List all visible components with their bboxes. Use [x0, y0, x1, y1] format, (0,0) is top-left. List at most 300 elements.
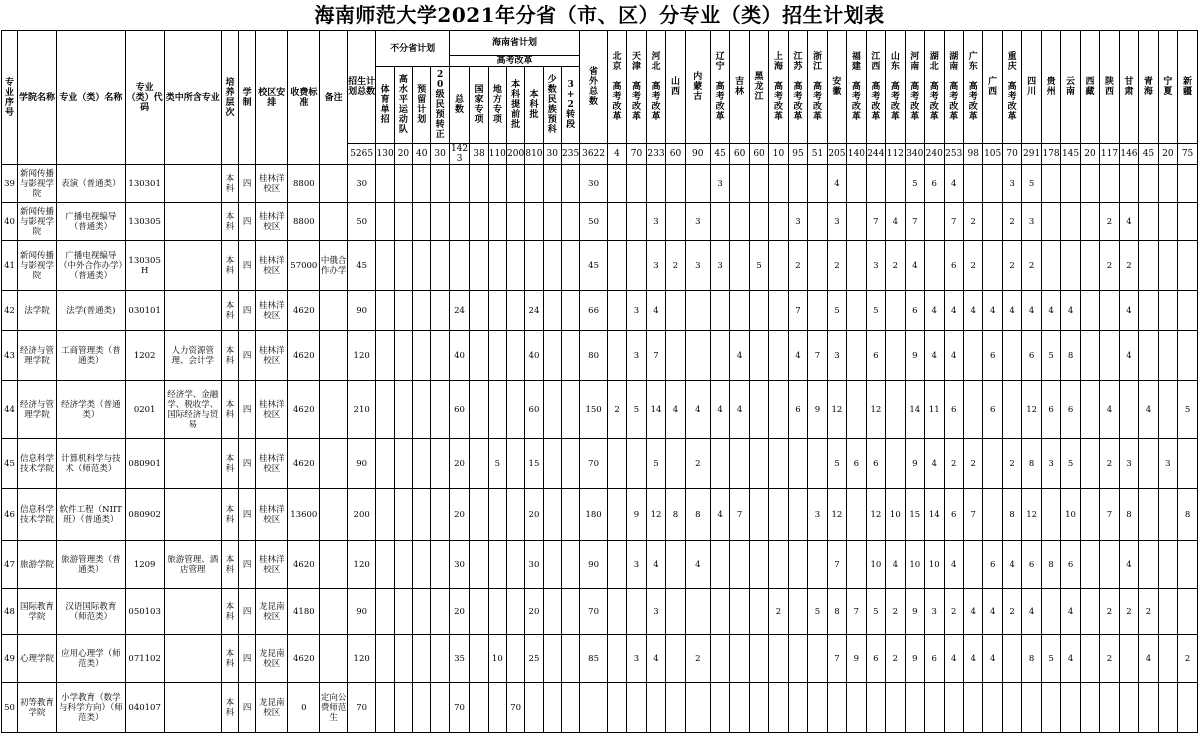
province-header — [808, 31, 827, 144]
cell-hainan — [543, 165, 561, 203]
cell-province: 5 — [1022, 165, 1041, 203]
cell-province: 5 — [1178, 381, 1198, 439]
cell-province — [710, 439, 729, 489]
cell-province: 10 — [866, 541, 885, 589]
province-name: 福建 — [851, 52, 861, 72]
cell-hainan — [561, 541, 579, 589]
cell-province: 2 — [1100, 241, 1119, 291]
cell-hainan: 24 — [525, 291, 543, 331]
cell-province: 4 — [730, 331, 749, 381]
cell-province: 4 — [685, 381, 710, 439]
cell-hainan — [470, 683, 488, 733]
cell-province — [1002, 635, 1021, 683]
cell-province: 12 — [827, 489, 846, 541]
cell-major: 小学教育（数学与科学方向）（师范类） — [56, 683, 125, 733]
cell-province — [1178, 291, 1198, 331]
col-sports-single-header-label: 体育单招 — [380, 85, 390, 125]
cell-province: 2 — [886, 635, 905, 683]
cell-province: 6 — [847, 439, 866, 489]
col-three-plus-two-header-label: 3+2转段 — [566, 80, 576, 130]
cell-non-province — [376, 589, 394, 635]
cell-hainan — [488, 241, 506, 291]
cell-code: 040107 — [125, 683, 164, 733]
cell-hainan — [561, 635, 579, 683]
cell-non-province — [431, 683, 449, 733]
cell-sub — [164, 241, 221, 291]
cell-province — [666, 589, 685, 635]
cell-province — [730, 165, 749, 203]
cell-province — [685, 683, 710, 733]
cell-province — [1061, 203, 1080, 241]
cell-hainan — [543, 589, 561, 635]
cell-province: 2 — [1100, 635, 1119, 683]
cell-sub: 人力资源管理、会计学 — [164, 331, 221, 381]
reform-tag: 高考改革 — [793, 82, 803, 122]
cell-province: 5 — [808, 589, 827, 635]
cell-dur: 四 — [239, 291, 256, 331]
cell-hainan — [543, 439, 561, 489]
cell-province — [808, 683, 827, 733]
cell-province: 2 — [1119, 589, 1138, 635]
province-name: 青海 — [1143, 77, 1153, 97]
cell-province: 2 — [607, 381, 626, 439]
cell-province — [1080, 203, 1099, 241]
cell-province: 3 — [827, 203, 846, 241]
cell-note — [320, 381, 347, 439]
cell-province: 3 — [1119, 439, 1138, 489]
cell-province: 2 — [685, 439, 710, 489]
cell-hainan: 20 — [449, 439, 470, 489]
cell-non-province — [394, 203, 412, 241]
province-name: 山东 — [890, 52, 900, 72]
cell-note — [320, 439, 347, 489]
cell-province: 7 — [808, 331, 827, 381]
cell-province: 4 — [1119, 203, 1138, 241]
col-seq-header — [2, 31, 18, 165]
cell-province — [983, 439, 1002, 489]
total-cell: 810 — [525, 144, 543, 165]
cell-province: 3 — [646, 241, 665, 291]
cell-hainan — [506, 291, 524, 331]
cell-non-province — [413, 635, 431, 683]
cell-hainan: 20 — [449, 489, 470, 541]
cell-province — [627, 589, 646, 635]
cell-province: 3 — [646, 589, 665, 635]
cell-major: 广播电视编导（中外合作办学）（普通类） — [56, 241, 125, 291]
col-level-header — [221, 31, 238, 165]
cell-college: 新闻传播与影视学院 — [18, 165, 57, 203]
cell-dur: 四 — [239, 489, 256, 541]
cell-province — [886, 331, 905, 381]
cell-province: 6 — [983, 541, 1002, 589]
cell-province: 4 — [944, 165, 963, 203]
total-cell: 178 — [1041, 144, 1060, 165]
cell-province — [847, 241, 866, 291]
cell-province — [1178, 541, 1198, 589]
cell-province: 8 — [1041, 541, 1060, 589]
cell-campus: 龙昆南校区 — [256, 635, 288, 683]
cell-campus: 桂林洋校区 — [256, 331, 288, 381]
province-header — [944, 31, 963, 144]
cell-level: 本科 — [221, 439, 238, 489]
province-header — [646, 31, 665, 144]
cell-note — [320, 635, 347, 683]
cell-province: 2 — [886, 589, 905, 635]
province-header — [847, 31, 866, 144]
province-header — [730, 31, 749, 144]
cell-hainan: 20 — [525, 489, 543, 541]
cell-non-province — [431, 541, 449, 589]
table-row — [2, 331, 1198, 381]
cell-non-province — [413, 165, 431, 203]
cell-province: 7 — [827, 541, 846, 589]
province-header — [749, 31, 768, 144]
cell-province: 2 — [963, 203, 982, 241]
cell-province — [769, 381, 788, 439]
table-row — [2, 439, 1198, 489]
cell-province — [963, 165, 982, 203]
cell-province — [963, 541, 982, 589]
cell-province — [749, 541, 768, 589]
reform-tag: 高考改革 — [890, 82, 900, 122]
cell-hainan — [561, 241, 579, 291]
cell-province — [1139, 489, 1158, 541]
cell-province: 5 — [1061, 439, 1080, 489]
cell-fee: 57000 — [288, 241, 320, 291]
cell-province — [788, 635, 807, 683]
cell-major: 广播电视编导（普通类） — [56, 203, 125, 241]
cell-province — [769, 635, 788, 683]
cell-province — [710, 683, 729, 733]
province-header — [866, 31, 885, 144]
cell-hainan — [561, 489, 579, 541]
province-name: 陕西 — [1104, 77, 1114, 97]
cell-province: 2 — [1100, 439, 1119, 489]
cell-college: 国际教育学院 — [18, 589, 57, 635]
province-header — [963, 31, 982, 144]
cell-dur: 四 — [239, 331, 256, 381]
cell-province: 7 — [730, 489, 749, 541]
cell-province — [1119, 683, 1138, 733]
col-code-header: 专业（类）代码 — [125, 31, 164, 165]
total-cell: 70 — [627, 144, 646, 165]
cell-province: 7 — [827, 635, 846, 683]
table-row — [2, 589, 1198, 635]
cell-dur: 四 — [239, 165, 256, 203]
total-cell: 105 — [983, 144, 1002, 165]
cell-province — [1178, 203, 1198, 241]
cell-code: 130305H — [125, 241, 164, 291]
cell-non-province — [376, 541, 394, 589]
cell-total: 50 — [347, 203, 376, 241]
cell-hainan — [543, 541, 561, 589]
cell-province: 2 — [1119, 241, 1138, 291]
total-cell: 233 — [646, 144, 665, 165]
total-cell: 146 — [1119, 144, 1138, 165]
cell-province — [1080, 541, 1099, 589]
cell-province: 2 — [1100, 203, 1119, 241]
cell-province: 2 — [769, 589, 788, 635]
cell-province — [1178, 683, 1198, 733]
total-cell: 110 — [488, 144, 506, 165]
total-cell: 205 — [827, 144, 846, 165]
province-header — [788, 31, 807, 144]
hainan-plan-header: 海南省计划 — [449, 31, 580, 56]
cell-province — [827, 683, 846, 733]
cell-province: 9 — [808, 381, 827, 439]
cell-level: 本科 — [221, 381, 238, 439]
cell-province — [1041, 589, 1060, 635]
province-header — [710, 31, 729, 144]
cell-province: 5 — [905, 165, 924, 203]
cell-province: 6 — [944, 241, 963, 291]
cell-dur: 四 — [239, 589, 256, 635]
cell-province: 6 — [1041, 381, 1060, 439]
cell-province: 10 — [905, 541, 924, 589]
cell-non-province — [376, 683, 394, 733]
cell-non-province — [394, 381, 412, 439]
province-name: 安徽 — [832, 77, 842, 97]
cell-province — [788, 439, 807, 489]
cell-total: 90 — [347, 589, 376, 635]
cell-province — [1158, 635, 1177, 683]
cell-province: 6 — [983, 381, 1002, 439]
cell-province: 7 — [847, 589, 866, 635]
cell-hainan — [488, 589, 506, 635]
cell-province: 6 — [925, 635, 944, 683]
province-name: 河北 — [651, 52, 661, 72]
cell-province: 6 — [905, 291, 924, 331]
cell-non-province — [413, 439, 431, 489]
cell-province: 4 — [1119, 331, 1138, 381]
cell-major: 法学(普通类) — [56, 291, 125, 331]
cell-province: 8 — [1002, 489, 1021, 541]
cell-province — [769, 203, 788, 241]
cell-hainan — [506, 381, 524, 439]
cell-province: 4 — [710, 489, 729, 541]
cell-out-province: 180 — [580, 489, 607, 541]
reform-tag: 高考改革 — [968, 82, 978, 122]
cell-province — [666, 635, 685, 683]
cell-province: 9 — [627, 489, 646, 541]
cell-province — [1139, 165, 1158, 203]
cell-province — [886, 683, 905, 733]
cell-hainan — [525, 165, 543, 203]
province-name: 宁夏 — [1163, 77, 1173, 97]
table-row — [2, 203, 1198, 241]
cell-province — [685, 331, 710, 381]
province-name: 北京 — [612, 52, 622, 72]
cell-province — [1139, 241, 1158, 291]
col-campus-header: 校区安排 — [256, 31, 288, 165]
total-cell: 140 — [847, 144, 866, 165]
cell-fee: 4620 — [288, 291, 320, 331]
cell-seq: 49 — [2, 635, 18, 683]
cell-non-province — [413, 291, 431, 331]
cell-hainan — [543, 241, 561, 291]
cell-total: 30 — [347, 165, 376, 203]
reform-tag: 高考改革 — [851, 82, 861, 122]
cell-province: 2 — [1100, 589, 1119, 635]
cell-province — [1178, 331, 1198, 381]
cell-province — [627, 241, 646, 291]
cell-province — [730, 683, 749, 733]
cell-hainan: 60 — [449, 381, 470, 439]
cell-province: 4 — [944, 541, 963, 589]
cell-province — [788, 683, 807, 733]
cell-province: 2 — [827, 241, 846, 291]
cell-province: 4 — [788, 331, 807, 381]
cell-hainan: 70 — [449, 683, 470, 733]
cell-campus: 桂林洋校区 — [256, 439, 288, 489]
cell-fee: 4620 — [288, 541, 320, 589]
cell-dur: 四 — [239, 203, 256, 241]
cell-province: 4 — [983, 589, 1002, 635]
cell-code: 080902 — [125, 489, 164, 541]
col-total-header: 招生计划总数 — [347, 31, 376, 144]
cell-province: 10 — [886, 489, 905, 541]
cell-out-province: 80 — [580, 331, 607, 381]
cell-hainan — [525, 241, 543, 291]
cell-province — [1139, 291, 1158, 331]
col-duration-header — [239, 31, 256, 165]
col-college-header: 学院名称 — [18, 31, 57, 165]
total-cell: 235 — [561, 144, 579, 165]
province-name: 吉林 — [735, 77, 745, 97]
cell-province — [847, 489, 866, 541]
cell-college: 信息科学技术学院 — [18, 489, 57, 541]
cell-province — [788, 541, 807, 589]
cell-seq: 44 — [2, 381, 18, 439]
cell-province: 3 — [808, 489, 827, 541]
cell-province: 6 — [788, 381, 807, 439]
col-national-special-header — [470, 67, 488, 144]
cell-hainan — [525, 683, 543, 733]
cell-province — [769, 241, 788, 291]
cell-fee: 8800 — [288, 203, 320, 241]
cell-non-province — [394, 291, 412, 331]
cell-fee: 4620 — [288, 331, 320, 381]
cell-code: 071102 — [125, 635, 164, 683]
cell-non-province — [413, 331, 431, 381]
cell-province — [1139, 331, 1158, 381]
cell-province — [1002, 381, 1021, 439]
province-name: 天津 — [632, 52, 642, 72]
cell-province: 9 — [905, 635, 924, 683]
cell-campus: 桂林洋校区 — [256, 203, 288, 241]
cell-province: 3 — [627, 541, 646, 589]
cell-province: 4 — [944, 331, 963, 381]
cell-seq: 48 — [2, 589, 18, 635]
cell-province — [749, 291, 768, 331]
cell-major: 表演（普通类） — [56, 165, 125, 203]
cell-province — [788, 489, 807, 541]
cell-hainan — [561, 203, 579, 241]
col-level-header-label: 培养层次 — [225, 77, 235, 118]
col-sub-majors-header: 类中所含专业 — [164, 31, 221, 165]
cell-hainan — [506, 331, 524, 381]
province-header — [905, 31, 924, 144]
cell-province: 4 — [646, 291, 665, 331]
cell-seq: 42 — [2, 291, 18, 331]
province-name: 云南 — [1066, 77, 1076, 97]
cell-province: 4 — [646, 541, 665, 589]
cell-province: 7 — [866, 203, 885, 241]
cell-province: 6 — [866, 331, 885, 381]
province-header — [1100, 31, 1119, 144]
cell-province: 4 — [827, 165, 846, 203]
col-high-level-team-header-label: 高水平运动队 — [398, 75, 408, 135]
cell-non-province — [376, 489, 394, 541]
cell-hainan — [561, 165, 579, 203]
cell-fee: 4180 — [288, 589, 320, 635]
cell-province — [1139, 439, 1158, 489]
cell-province: 6 — [1061, 381, 1080, 439]
col-sports-single-header — [376, 67, 394, 144]
province-name: 上海 — [774, 52, 784, 72]
cell-province — [1061, 241, 1080, 291]
cell-province — [710, 589, 729, 635]
cell-college: 法学院 — [18, 291, 57, 331]
non-province-plan-header: 不分省计划 — [376, 31, 449, 67]
cell-province — [749, 635, 768, 683]
col-three-plus-two-header — [561, 67, 579, 144]
cell-province — [1158, 291, 1177, 331]
cell-province — [1022, 683, 1041, 733]
cell-sub — [164, 683, 221, 733]
cell-out-province: 50 — [580, 203, 607, 241]
cell-province: 4 — [983, 635, 1002, 683]
cell-non-province — [394, 589, 412, 635]
cell-province — [1080, 241, 1099, 291]
cell-hainan — [449, 241, 470, 291]
cell-province: 3 — [646, 203, 665, 241]
cell-code: 130301 — [125, 165, 164, 203]
cell-hainan — [506, 203, 524, 241]
cell-hainan — [470, 331, 488, 381]
cell-non-province — [431, 165, 449, 203]
province-header — [1061, 31, 1080, 144]
cell-province: 4 — [685, 541, 710, 589]
cell-province: 14 — [905, 381, 924, 439]
cell-code: 050103 — [125, 589, 164, 635]
total-cell: 253 — [944, 144, 963, 165]
cell-province — [666, 331, 685, 381]
cell-seq: 45 — [2, 439, 18, 489]
cell-province: 10 — [1061, 489, 1080, 541]
cell-campus: 桂林洋校区 — [256, 291, 288, 331]
cell-campus: 龙昆南校区 — [256, 589, 288, 635]
cell-province — [847, 541, 866, 589]
cell-province — [1178, 241, 1198, 291]
cell-province — [710, 203, 729, 241]
cell-hainan: 25 — [525, 635, 543, 683]
total-cell: 30 — [431, 144, 449, 165]
cell-province — [749, 331, 768, 381]
cell-note — [320, 489, 347, 541]
cell-province — [983, 165, 1002, 203]
cell-province — [749, 203, 768, 241]
cell-province — [847, 165, 866, 203]
cell-province: 4 — [666, 381, 685, 439]
cell-hainan — [506, 241, 524, 291]
cell-province — [730, 291, 749, 331]
cell-province: 11 — [925, 381, 944, 439]
total-cell: 244 — [866, 144, 885, 165]
cell-province — [847, 291, 866, 331]
reform-tag: 高考改革 — [949, 82, 959, 122]
cell-province: 7 — [1100, 489, 1119, 541]
